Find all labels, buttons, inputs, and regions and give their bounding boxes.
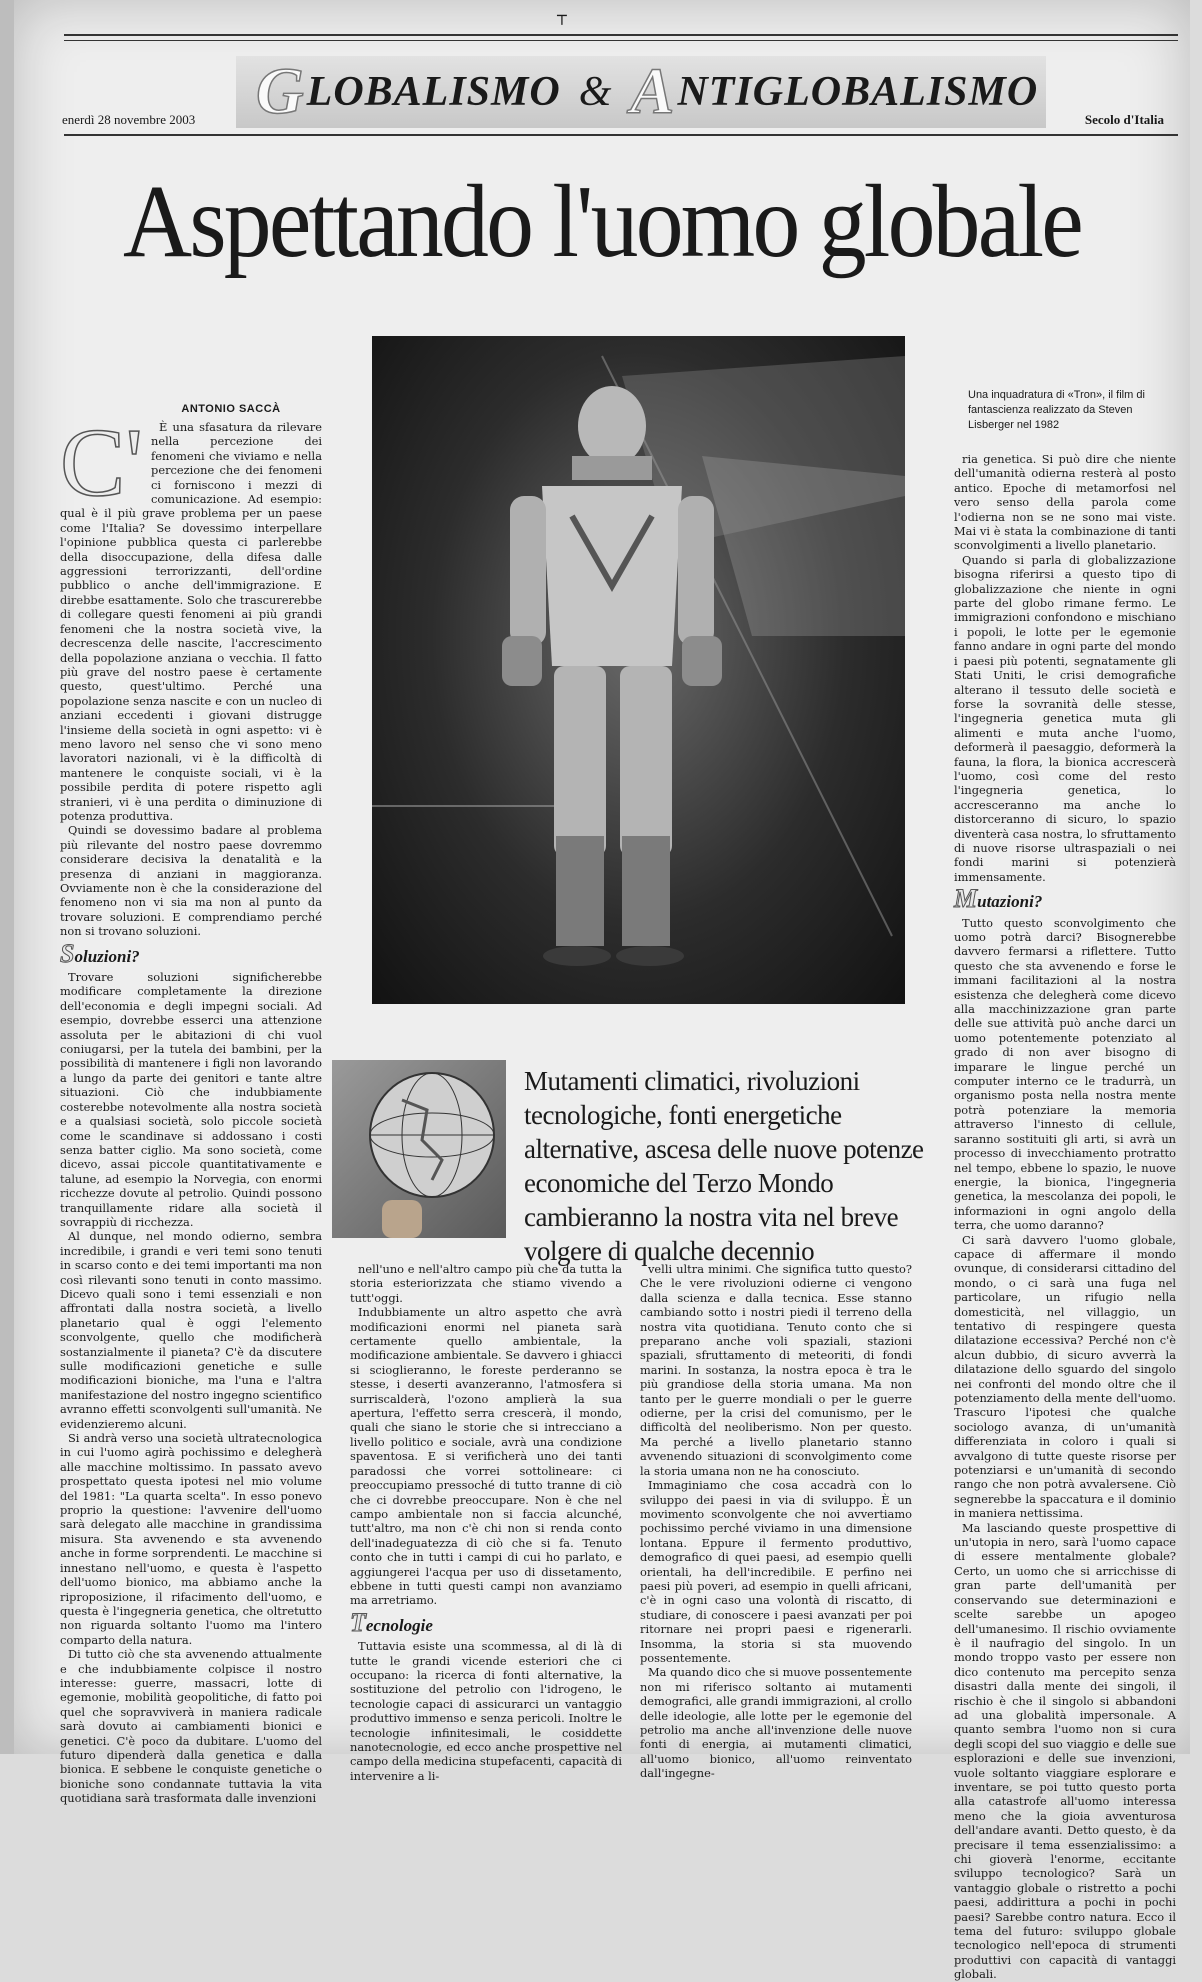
article-paragraph: Immaginiamo che cosa accadrà con lo sviluppo dei paesi in via di sviluppo. È un movimento sconvolgente che noi avvertiamo pochissimo perché viviamo in una dimensione lontana. Eppure il fermento produttivo, demografico di quei paesi, ad esempio quelli orientali, ha dell'incredibile. E perfino nei paesi più poveri, ad esempio in quelli africani, c'è in ogni caso una volontà di riscatto, di studiare, di conoscere i paesi avanzati per poi ritornare nei propri paesi e rigenerarli. Insomma, la storia si sta muovendo possentemente. <box>640 1478 912 1665</box>
fold-mark: ┬ <box>557 6 567 25</box>
subheading-tecnologie: Tecnologie <box>350 1607 433 1637</box>
section-word-1: LOBALISMO <box>306 69 561 115</box>
article-paragraph: Ma quando dico che si muove possentemente non mi riferisco soltanto ai mutamenti demografici, alle grandi immigrazioni, al crollo delle ideologie, alle lotte per le egemonie del petrolio ma anche all'invenzione delle nuove fonti di energia, ai mutamenti climatici, all'uomo bionico, all'uomo reinventato dall'ingegne- <box>640 1665 912 1781</box>
globe-illustration <box>332 1060 506 1238</box>
section-ampersand: & <box>578 69 613 115</box>
tron-photo <box>372 336 905 1004</box>
header-rule <box>64 134 1178 136</box>
newspaper-name: Secolo d'Italia <box>1084 112 1164 127</box>
top-rule <box>64 34 1178 36</box>
globe-photo <box>332 1060 506 1238</box>
article-paragraph: Tutto questo sconvolgimento che uomo potrà darci? Bisognerebbe davvero fermarsi a riflettere. Tutto questo che sta avvenendo e forse le immani facilitazioni al la nostra esistenza che delegherà come dicevo alla macchinizzazione gran parte delle sue attività può anche darci un uomo potentemente potenziato al grado di non aver bisogno di imparare le lingue perché un computer interno ce le tradurrà, un organismo posta nella nostra mente potrà potenziare la memoria attraverso l'innesto di cellule, saranno sostituiti gli arti, si avrà un processo di invecchiamento protratto nel tempo, ebbene lo spazio, le nuove energie, la bionica, l'ingegneria genetica, la mescolanza dei popoli, le informazioni in ogni angolo della terra, che uomo daranno? <box>954 915 1176 1233</box>
tron-figure-illustration <box>372 336 905 1004</box>
article-paragraph: nell'uno e nell'altro campo più che da tutta la storia esteriorizzata che stiamo vivendo a tutt'oggi. <box>350 1262 622 1305</box>
article-paragraph: Quindi se dovessimo badare al problema più rilevante del nostro paese dovremmo considerare decisiva la denatalità e la presenza di anziani in maggioranza. Ovviamente non è che la considerazione del fenomeno non vi sia ma non al punto da trovare soluzioni. E comprendiamo perché non si trovano soluzioni. <box>60 823 322 939</box>
article-paragraph: velli ultra minimi. Che significa tutto questo? Che le vere rivoluzioni odierne ci vengono dalla scienza e dalla tecnica. Esse stanno cambiando sotto i nostri piedi il terreno della nostra vita quotidiana. Tenuto conto che si preparano anche voli spaziali, stazioni spaziali, sfruttamento di meteoriti, di fondi marini. In sostanza, la nostra epoca è tra le più grandiose della storia umana. Ma non tanto per le guerre mondiali o per le guerre odierne, per la crisi del comunismo, per le difficoltà del neoliberismo. Non per questo. Ma perché a livello planetario stanno avvenendo situazioni di sconvolgimento come la storia umana non ne ha conosciuto. <box>640 1262 912 1478</box>
subheading-mutazioni: Mutazioni? <box>954 884 1043 914</box>
article-paragraph: ria genetica. Si può dire che niente dell'umanità odierna resterà al posto antico. Epoche di metamorfosi nel vero senso della parola come l'odierna non se ne sono mai viste. Mai vi è stata la combinazione di tanti sconvolgimenti a livello planetario. <box>954 452 1176 553</box>
article-column-2 <box>350 1262 622 1783</box>
section-initial-g: G <box>256 55 305 128</box>
photo-caption: Una inquadratura di «Tron», il film di fantascienza realizzato da Steven Lisberger nel 1982 <box>968 389 1145 431</box>
section-word-2: NTIGLOBALISMO <box>677 69 1039 115</box>
newspaper-page <box>14 0 1190 1982</box>
article-paragraph: Trovare soluzioni significherebbe modificare completamente la direzione dell'economia e degli impegni sociali. Ad esempio, dovrebbe esserci una attenzione assoluta per le abitazioni di chi vuol coniugarsi, per la tutela dei bambini, per la possibilità di mantenere i figli non lavorando a lungo da parte dei genitori e tante altre situazioni. Ciò che indubbiamente costerebbe notevolmente alla nostra società e a qualsiasi società, solo piccole società come le scandinave si addossano i costi senza batter ciglio. Ma sono società, come dicevo, assai piccole quantitativamente e talune, ad esempio la Norvegia, con enormi ricchezze dovute al petrolio. Quindi possono tranquillamente ridare alla società il sovrappiù di ricchezza. <box>60 970 322 1229</box>
article-paragraph: Ci sarà davvero l'uomo globale, capace di affermare il mondo ovunque, di considerarsi cittadino del mondo, o ci sarà una fuga nel particolare, un rifugio nella domesticità, nel villaggio, un tentativo di respingere questa dilatazione eccessiva? Perché non c'è alcun dubbio, di sicuro avverrà la dilatazione dello sguardo del singolo nei confronti del mondo oltre che il potenziamento della mente dell'uomo. Trascuro l'ipotesi che qualche sociologo avanza, di un'umanità differenziata in coloro i quali si avvalgono di tutte queste risorse per potenziarsi e un'umanità di secondo rango che non potrà avvalersene. Ciò segnerebbe la spaccatura e il dominio in maniera nettissima. <box>954 1232 1176 1521</box>
article-paragraph: Ma lasciando queste prospettive di un'utopia in nero, sarà l'uomo capace di essere mentalmente globale? Certo, un uomo che si arricchisse di gran parte dell'umanità per conservando sue determinazioni e scelte sarebbe un apogeo dell'umanesimo. Il rischio ovviamente è il naufragio del singolo. In un mondo troppo vasto per essere non dico contenuto ma percepito senza disastri dalla mente dei singoli, il rischio è che il singolo si abbandoni ad una globalità impersonale. A quanto sembra l'uomo non si cura degli scopi del suo viaggio e delle sue esplorazioni e delle sue invenzioni, vuole soltanto viaggiare esplorare e inventare, se poi tutto questo porta alla catastrofe all'uomo interessa meno che la gioia avventurosa dell'andare avanti. Detto questo, è da precisare il tema essenzialissimo: a chi gioverà l'enorme, eccitante sviluppo tecnologico? Sarà un vantaggio globale o ristretto a pochi paesi, addirittura a pochi in pochi paesi? Sarebbe contro natura. Ecco il tema del futuro: sviluppo globale tecnologico nell'epoca di strumenti produttivi con capacità di vantaggi globali. <box>954 1520 1176 1982</box>
page-binding-edge <box>0 0 14 1754</box>
article-column-3 <box>640 1262 912 1781</box>
article-paragraph: Di tutto ciò che sta avvenendo attualmente e che indubbiamente colpisce il nostro interesse: guerre, massacri, lotte di egemonie, mobilità geopolitiche, di fatto poi quel che sopravviverà in maniera radicale sarà dovuto ai cambiamenti bionici e genetici. C'è poco da dubitare. L'uomo del futuro dipenderà dalla genetica e dalla bionica. E sebbene le conquiste genetiche o bioniche sono condannate tuttavia la vita quotidiana sarà trasformata dalle invenzioni <box>60 1647 322 1806</box>
subheading-soluzioni: Soluzioni? <box>60 938 140 968</box>
article-column-4 <box>954 452 1176 1982</box>
pull-quote: Mutamenti climatici, rivoluzioni tecnologiche, fonti energetiche alternative, ascesa delle nuove potenze economiche del Terzo Mondo cambieranno la nostra vita nel breve volgere di qualche decennio <box>524 1066 924 1266</box>
article-paragraph: Tuttavia esiste una scommessa, al di là di tutte le grandi vicende esteriori che ci occupano: la ricerca di fonti alternative, la sostituzione del petrolio con l'idrogeno, le tecnologie capaci di assicurarci un vantaggio produttivo immenso e senza pericoli. Inoltre le tecnologie infinitesimali, le cosiddette nanotecnologie, ed ecco anche prospettive nel campo della medicina stupefacenti, capacità di intervenire a li- <box>350 1639 622 1783</box>
article-paragraph: Indubbiamente un altro aspetto che avrà modificazioni enormi nel pianeta sarà certamente quello ambientale, la modificazione ambientale. Se davvero i ghiacci si scioglieranno, le foreste perderanno se stesse, i deserti avanzeranno, l'atmosfera si surriscalderà, l'ozono amplierà la sua apertura, l'effetto serra crescerà, il mondo, quali che siano le storie che si intrecciano a livello politico e sociale, avrà una condizione spaventosa. E si verificherà uno dei tanti paradossi che vorrei sottolineare: ci preoccupiamo pressoché di tutto tranne di ciò che ci dovrebbe preoccupare. Non è che nel campo ambientale non si faccia alcunché, tutt'altro, ma non c'è chi non si renda conto dell'inadeguatezza di ciò che si fa. Tenuto conto che in tutti i campi di cui ho parlato, e aggiungerei l'acqua per uso di dissetamento, ebbene in tutti questi campi non avanziamo ma arretriamo. <box>350 1305 622 1608</box>
article-author: ANTONIO SACCÀ <box>181 403 281 415</box>
drop-cap: C' <box>60 409 144 517</box>
issue-date: enerdì 28 novembre 2003 <box>62 112 196 127</box>
article-paragraph: Quando si parla di globalizzazione bisogna riferirsi a questo tipo di globalizzazione che niente in ogni parte del globo rimane fermo. Le immigrazioni confondono e mischiano i popoli, le lotte per le egemonie fanno andare in ogni parte del mondo i paesi più potenti, segnatamente gli Stati Uniti, le crisi demografiche alterano il tessuto delle società e forse la sovranità delle stesse, l'ingegneria genetica muta gli alimenti e muta anche l'uomo, deformerà il paesaggio, deformerà la fauna, la flora, la bionica accrescerà l'uomo, così come del resto l'ingegneria genetica, lo accresceranno ma anche lo distorceranno di sicuro, lo spazio diventerà casa nostra, lo sfruttamento di nuove risorse ultraspaziali o nei fondi marini si potenzierà immensamente. <box>954 552 1176 884</box>
article-paragraph: È una sfasatura da rilevare nella percezione dei fenomeni che viviamo e nella percezione che dei fenomeni ci forniscono i mezzi di comunicazione. Ad esempio: qual è il più grave problema per un paese come l'Italia? Se dovessimo interpellare l'opinione pubblica questa ci parlerebbe della disoccupazione, della difesa dalle aggressioni terrorizzanti, dell'ordine pubblico o anche dell'immigrazione. E direbbe esattamente. Solo che trascurerebbe di collegare questi fenomeni ai più grandi fenomeni che la nostra società vive, la decrescenza delle nascite, l'accrescimento della popolazione anziana o vecchia. Il fatto più grave del nostro paese è certamente questo, quest'ultimo. Perché una popolazione senza nascite e con un nucleo di anziani eccedenti i giovani distrugge l'insieme della società in ogni aspetto: vi è meno lavoro nel senso che vi sono meno lavoratori nazionali, vi è la difficoltà di mantenere le conquiste sociali, vi è la possibile perdita di potere rispetto agli stranieri, vi è una perdita o diminuzione di potenza produttiva. <box>60 420 322 823</box>
article-paragraph: Si andrà verso una società ultratecnologica in cui l'uomo agirà pochissimo e delegherà alle macchine moltissimo. In passato avevo prospettato questa ipotesi nel mio volume del 1981: "La quarta scelta". In esso ponevo proprio la questione: l'avvenire dell'uomo sarà delegato alle macchine in grandissima misura. Sta avvenendo e sta avvenendo anche in forme sorprendenti. Le macchine si innestano nell'uomo, e questa è l'aspetto dell'uomo bionico, ma abbiamo anche la riproposizione, il rifacimento dell'uomo, e questa è l'ingegneria genetica, che oltretutto non riguarda soltanto l'uomo ma l'intero comparto della natura. <box>60 1431 322 1647</box>
section-initial-a: A <box>630 55 676 128</box>
page-headline: Aspettando l'uomo globale <box>122 164 1082 279</box>
section-banner <box>236 56 1046 128</box>
top-rule-thin <box>64 40 1178 41</box>
article-paragraph: Al dunque, nel mondo odierno, sembra incredibile, i grandi e veri temi sono tenuti in scarso conto e dei temi importanti ma non così rilevanti sono tenuti in conto massimo. Dicevo quali sono i temi essenziali e non affrontati dalla nostra società, a livello planetario qual è oggi l'elemento sconvolgente, quello che modificherà sostanzialmente il pianeta? C'è da discutere sulle modificazioni genetiche e sulle modificazioni bioniche, ma l'una e l'altra manifestazione del nostro ingegno scientifico avranno effetti sconvolgenti sull'umanità. Ne evidenzieremo alcuni. <box>60 1229 322 1431</box>
